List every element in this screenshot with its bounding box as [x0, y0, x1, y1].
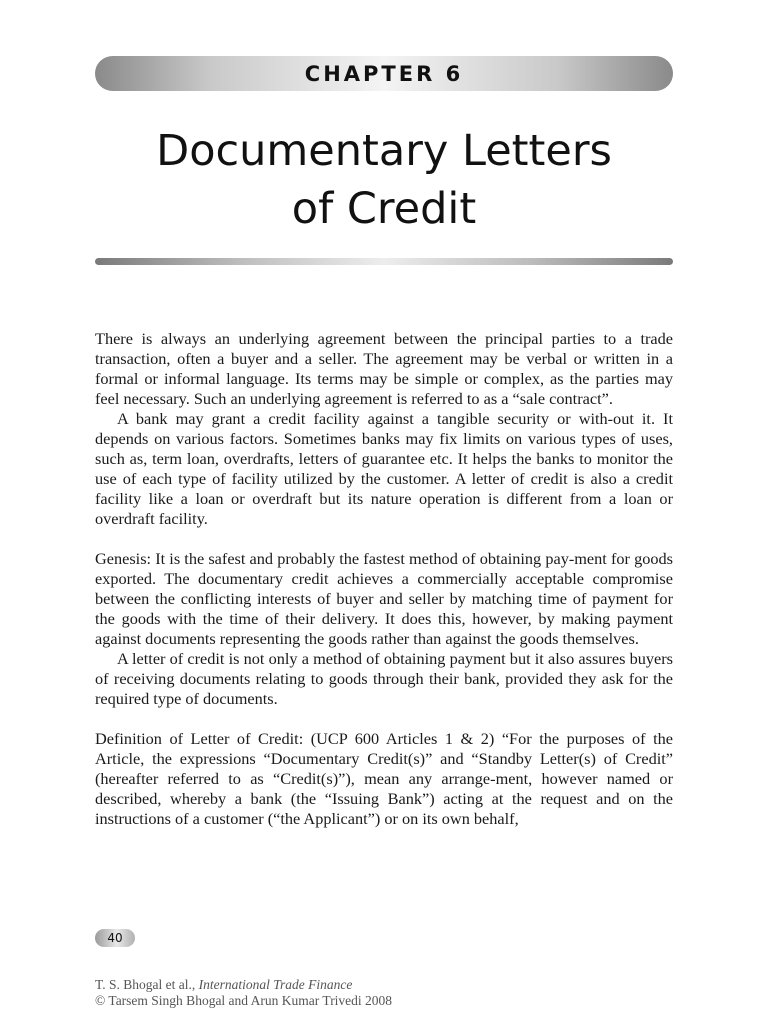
- footer: [95, 977, 673, 1009]
- chapter-title: [95, 122, 673, 238]
- paragraph: Genesis: It is the safest and probably the fastest method of obtaining pay-ment for goods exported. The documentary credit achieves a commercially acceptable compromise between the conflicting interests of buyer and seller by matching time of payment for the goods with the time of their delivery. It does this, however, by making payment against documents representing the goods rather than against the goods themselves.: [95, 549, 673, 648]
- chapter-title-line-1: Documentary Letters: [156, 126, 612, 176]
- citation-line: [95, 977, 673, 993]
- chapter-title-line-2: of Credit: [291, 184, 477, 234]
- paragraph: Definition of Letter of Credit: (UCP 600 Articles 1 & 2) “For the purposes of the Article, the expressions “Documentary Credit(s)” and “Standby Letter(s) of Credit” (hereafter referred to as “Credit(s)”), mean any arrange-ment, however named or described, whereby a bank (the “Issuing Bank”) acting at the request and on the instructions of a customer (“the Applicant”) or on its own behalf,: [95, 729, 673, 828]
- body-text: [95, 329, 673, 829]
- page-number: 40: [107, 931, 123, 945]
- footer-copyright: © Tarsem Singh Bhogal and Arun Kumar Trivedi 2008: [95, 993, 393, 1008]
- title-divider: [95, 258, 673, 265]
- chapter-label: CHAPTER 6: [304, 61, 464, 86]
- paragraph: A letter of credit is not only a method of obtaining payment but it also assures buyers of receiving documents relating to goods through their bank, provided they ask for the required type of documents.: [95, 649, 673, 708]
- paragraph: There is always an underlying agreement between the principal parties to a trade transaction, often a buyer and a seller. The agreement may be verbal or written in a formal or informal language. Its terms may be simple or complex, as the parties may feel necessary. Such an underlying agreement is referred to as a “sale contract”.: [95, 329, 673, 408]
- footer-book-title: International Trade Finance: [198, 977, 353, 992]
- paragraph: A bank may grant a credit facility against a tangible security or with-out it. It depends on various factors. Sometimes banks may fix limits on various types of uses, such as, term loan, overdrafts, letters of guarantee etc. It helps the banks to monitor the use of each type of facility utilized by the customer. A letter of credit is also a credit facility like a loan or overdraft but its nature operation is different from a loan or overdraft facility.: [95, 409, 673, 528]
- chapter-banner: [95, 56, 673, 91]
- footer-authors: T. S. Bhogal et al.,: [95, 977, 196, 992]
- page-number-badge: [95, 929, 135, 947]
